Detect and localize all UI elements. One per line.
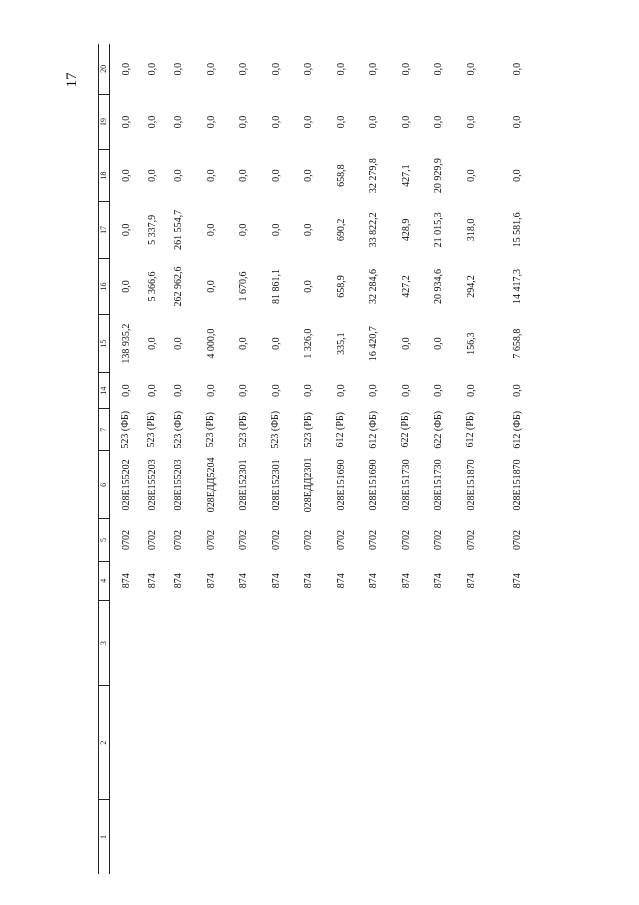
table-cell-col-6: 028Е152301 bbox=[238, 459, 250, 511]
table-row bbox=[358, 44, 391, 874]
table-cell-col-20: 0,0 bbox=[400, 62, 412, 76]
table-row bbox=[293, 44, 326, 874]
table-cell-col-18: 0,0 bbox=[465, 169, 477, 182]
table-cell-col-7: 523 (ФБ) bbox=[120, 410, 131, 449]
column-header-7: 7 bbox=[99, 409, 110, 451]
table-cell-col-19: 0,0 bbox=[368, 115, 380, 129]
table-cell-col-15: 7 658,8 bbox=[512, 328, 524, 359]
table-row bbox=[390, 44, 423, 874]
budget-table bbox=[98, 44, 548, 874]
table-cell-col-4: 874 bbox=[173, 573, 185, 589]
table-cell-col-19: 0,0 bbox=[400, 115, 412, 129]
table-cell-col-18: 0,0 bbox=[512, 169, 524, 182]
table-cell-col-1 bbox=[488, 799, 549, 874]
table-cell-col-15: 138 935,2 bbox=[120, 323, 132, 364]
table-cell-col-2 bbox=[455, 686, 488, 800]
table-cell-col-6: 028Е151690 bbox=[368, 459, 380, 511]
table-cell-col-16: 20 934,6 bbox=[433, 269, 445, 305]
table-cell-col-1 bbox=[455, 799, 488, 874]
table-cell-col-15: 0,0 bbox=[238, 337, 250, 350]
table-cell-col-2 bbox=[195, 686, 228, 800]
table-cell-col-4: 874 bbox=[205, 573, 217, 589]
table-cell-col-7: 622 (ФБ) bbox=[432, 410, 444, 449]
table-cell-col-19: 0,0 bbox=[238, 115, 250, 129]
table-cell-col-14: 0,0 bbox=[270, 384, 282, 397]
table-cell-col-1 bbox=[228, 799, 261, 874]
header-row bbox=[99, 44, 110, 874]
table-cell-col-2 bbox=[260, 686, 293, 800]
column-header-4: 4 bbox=[99, 561, 110, 600]
table-cell-col-17: 0,0 bbox=[303, 223, 315, 237]
table-cell-col-1 bbox=[260, 799, 293, 874]
table-cell-col-14: 0,0 bbox=[146, 384, 158, 397]
table-cell-col-6: 028Е151690 bbox=[335, 459, 347, 511]
table-cell-col-20: 0,0 bbox=[205, 62, 217, 76]
table-cell-col-16: 294,2 bbox=[465, 275, 477, 298]
table-cell-col-17: 15 581,6 bbox=[512, 212, 524, 248]
table-cell-col-20: 0,0 bbox=[270, 62, 282, 76]
table-cell-col-2 bbox=[293, 686, 326, 800]
table-cell-col-6: 028ЕДД5204 bbox=[205, 457, 217, 513]
column-header-16: 16 bbox=[99, 258, 110, 315]
table-cell-col-1 bbox=[195, 799, 228, 874]
table-row bbox=[142, 44, 163, 874]
table-cell-col-15: 16 420,7 bbox=[368, 326, 380, 362]
table-cell-col-18: 0,0 bbox=[120, 169, 132, 182]
table-cell-col-1 bbox=[358, 799, 391, 874]
table-cell-col-7: 612 (РБ) bbox=[335, 412, 347, 448]
page-number: 17 bbox=[64, 72, 80, 88]
table-cell-col-6: 028Е151870 bbox=[465, 459, 477, 511]
table-cell-col-5: 0702 bbox=[120, 530, 132, 550]
table-cell-col-5: 0702 bbox=[465, 530, 477, 550]
table-cell-col-6: 028Е152301 bbox=[270, 459, 282, 511]
table-cell-col-15: 0,0 bbox=[400, 337, 412, 350]
table-row bbox=[110, 44, 143, 874]
table-cell-col-14: 0,0 bbox=[400, 384, 412, 397]
column-header-6: 6 bbox=[99, 451, 110, 519]
table-cell-col-3 bbox=[390, 600, 423, 686]
table-cell-col-1 bbox=[110, 799, 143, 874]
table-row bbox=[228, 44, 261, 874]
table-cell-col-20: 0,0 bbox=[173, 62, 185, 76]
table-cell-col-2 bbox=[390, 686, 423, 800]
table-cell-col-7: 523 (РБ) bbox=[302, 412, 314, 448]
table-cell-col-6: 028Е151870 bbox=[512, 459, 524, 511]
table-cell-col-5: 0702 bbox=[146, 530, 158, 550]
table-cell-col-1 bbox=[142, 799, 163, 874]
table-cell-col-16: 0,0 bbox=[303, 280, 315, 293]
table-cell-col-20: 0,0 bbox=[465, 62, 477, 76]
table-cell-col-4: 874 bbox=[512, 573, 524, 589]
table-cell-col-1 bbox=[390, 799, 423, 874]
table-cell-col-17: 318,0 bbox=[465, 218, 477, 242]
table-cell-col-14: 0,0 bbox=[465, 384, 477, 397]
table-cell-col-18: 0,0 bbox=[146, 169, 158, 182]
table-cell-col-19: 0,0 bbox=[303, 115, 315, 129]
table-cell-col-3 bbox=[163, 600, 196, 686]
table-cell-col-17: 21 015,3 bbox=[433, 212, 445, 248]
table-cell-col-19: 0,0 bbox=[465, 115, 477, 129]
table-cell-col-14: 0,0 bbox=[433, 384, 445, 397]
table-cell-col-19: 0,0 bbox=[146, 115, 158, 129]
table-cell-col-20: 0,0 bbox=[238, 62, 250, 76]
table-cell-col-7: 612 (РБ) bbox=[465, 412, 477, 448]
table-cell-col-15: 0,0 bbox=[270, 337, 282, 350]
table-cell-col-18: 658,8 bbox=[335, 164, 347, 187]
table-cell-col-4: 874 bbox=[335, 573, 347, 589]
table-cell-col-20: 0,0 bbox=[120, 62, 132, 76]
table-cell-col-5: 0702 bbox=[335, 530, 347, 550]
table-row bbox=[195, 44, 228, 874]
table-cell-col-3 bbox=[325, 600, 358, 686]
table-cell-col-14: 0,0 bbox=[512, 384, 524, 397]
table-cell-col-6: 028Е151730 bbox=[400, 459, 412, 511]
table-cell-col-2 bbox=[228, 686, 261, 800]
table-cell-col-7: 622 (РБ) bbox=[400, 412, 412, 448]
table-cell-col-4: 874 bbox=[238, 573, 250, 589]
table-cell-col-4: 874 bbox=[400, 573, 412, 589]
table-cell-col-18: 32 279,8 bbox=[368, 158, 380, 194]
table-cell-col-7: 523 (РБ) bbox=[205, 412, 217, 448]
table-cell-col-5: 0702 bbox=[270, 530, 282, 550]
table-cell-col-16: 14 417,3 bbox=[512, 269, 524, 305]
table-cell-col-20: 0,0 bbox=[512, 62, 524, 76]
table-cell-col-17: 428,9 bbox=[400, 218, 412, 242]
table-row bbox=[163, 44, 196, 874]
table-cell-col-5: 0702 bbox=[368, 530, 380, 550]
table-cell-col-14: 0,0 bbox=[368, 384, 380, 397]
table-cell-col-7: 612 (ФБ) bbox=[511, 410, 523, 449]
table-cell-col-14: 0,0 bbox=[303, 384, 315, 397]
column-header-3: 3 bbox=[99, 600, 110, 686]
table-cell-col-3 bbox=[488, 600, 549, 686]
column-header-5: 5 bbox=[99, 519, 110, 561]
table-cell-col-17: 261 554,7 bbox=[173, 209, 185, 250]
table-cell-col-17: 0,0 bbox=[270, 223, 282, 237]
table-cell-col-6: 028ЕДД2301 bbox=[303, 457, 315, 513]
table-cell-col-7: 612 (ФБ) bbox=[367, 410, 379, 449]
table-cell-col-5: 0702 bbox=[303, 530, 315, 550]
table-cell-col-20: 0,0 bbox=[146, 62, 158, 76]
table-cell-col-17: 0,0 bbox=[205, 223, 217, 237]
table-cell-col-2 bbox=[110, 686, 143, 800]
table-cell-col-19: 0,0 bbox=[512, 115, 524, 129]
table-cell-col-1 bbox=[325, 799, 358, 874]
table-cell-col-20: 0,0 bbox=[433, 62, 445, 76]
table-cell-col-5: 0702 bbox=[400, 530, 412, 550]
table-cell-col-5: 0702 bbox=[433, 530, 445, 550]
table-cell-col-7: 523 (ФБ) bbox=[270, 410, 282, 449]
table-cell-col-5: 0702 bbox=[238, 530, 250, 550]
table-cell-col-15: 1 326,0 bbox=[303, 328, 315, 359]
table-row bbox=[260, 44, 293, 874]
table-cell-col-20: 0,0 bbox=[335, 62, 347, 76]
table-cell-col-14: 0,0 bbox=[335, 384, 347, 397]
column-header-14: 14 bbox=[99, 372, 110, 408]
table-cell-col-1 bbox=[293, 799, 326, 874]
table-cell-col-19: 0,0 bbox=[205, 115, 217, 129]
table-row bbox=[423, 44, 456, 874]
table-cell-col-5: 0702 bbox=[512, 530, 524, 550]
table-cell-col-6: 028Е151730 bbox=[433, 459, 445, 511]
column-header-1: 1 bbox=[99, 799, 110, 874]
table-cell-col-2 bbox=[142, 686, 163, 800]
table-cell-col-18: 0,0 bbox=[205, 169, 217, 182]
table-cell-col-3 bbox=[260, 600, 293, 686]
table-cell-col-18: 20 929,9 bbox=[433, 158, 445, 194]
table-cell-col-7: 523 (РБ) bbox=[237, 412, 249, 448]
table-cell-col-15: 0,0 bbox=[173, 337, 185, 350]
table-cell-col-20: 0,0 bbox=[368, 62, 380, 76]
column-header-18: 18 bbox=[99, 150, 110, 202]
table-cell-col-16: 0,0 bbox=[120, 280, 132, 293]
table-cell-col-15: 335,1 bbox=[335, 332, 347, 355]
table-cell-col-4: 874 bbox=[146, 573, 158, 589]
table-cell-col-15: 0,0 bbox=[146, 337, 158, 350]
table-cell-col-4: 874 bbox=[368, 573, 380, 589]
table-cell-col-18: 0,0 bbox=[270, 169, 282, 182]
table-cell-col-6: 028Е155202 bbox=[120, 459, 132, 511]
table-cell-col-16: 658,9 bbox=[335, 275, 347, 298]
table-cell-col-2 bbox=[163, 686, 196, 800]
table-cell-col-14: 0,0 bbox=[238, 384, 250, 397]
table-row bbox=[325, 44, 358, 874]
column-header-17: 17 bbox=[99, 201, 110, 258]
table-cell-col-16: 262 962,6 bbox=[173, 266, 185, 307]
table-cell-col-1 bbox=[163, 799, 196, 874]
table-cell-col-7: 523 (ФБ) bbox=[172, 410, 184, 449]
table-row bbox=[455, 44, 488, 874]
table-cell-col-14: 0,0 bbox=[173, 384, 185, 397]
table-cell-col-17: 690,2 bbox=[335, 218, 347, 242]
table-cell-col-2 bbox=[423, 686, 456, 800]
table-cell-col-19: 0,0 bbox=[433, 115, 445, 129]
table-cell-col-3 bbox=[358, 600, 391, 686]
table-cell-col-3 bbox=[293, 600, 326, 686]
table-cell-col-17: 33 822,2 bbox=[368, 212, 380, 248]
table-cell-col-17: 5 337,9 bbox=[146, 214, 158, 245]
table-cell-col-19: 0,0 bbox=[120, 115, 132, 129]
table-cell-col-16: 1 670,6 bbox=[238, 271, 250, 302]
table-row bbox=[488, 44, 549, 874]
table-cell-col-18: 0,0 bbox=[238, 169, 250, 182]
table-cell-col-18: 0,0 bbox=[173, 169, 185, 182]
table-cell-col-19: 0,0 bbox=[270, 115, 282, 129]
table-cell-col-4: 874 bbox=[120, 573, 132, 589]
table-cell-col-5: 0702 bbox=[173, 530, 185, 550]
table-cell-col-3 bbox=[110, 600, 143, 686]
table-cell-col-20: 0,0 bbox=[303, 62, 315, 76]
table-cell-col-2 bbox=[488, 686, 549, 800]
table-cell-col-3 bbox=[195, 600, 228, 686]
table-cell-col-18: 0,0 bbox=[303, 169, 315, 182]
column-header-15: 15 bbox=[99, 315, 110, 373]
table-cell-col-4: 874 bbox=[270, 573, 282, 589]
column-header-20: 20 bbox=[99, 44, 110, 94]
table-cell-col-2 bbox=[358, 686, 391, 800]
column-header-2: 2 bbox=[99, 686, 110, 800]
table-cell-col-16: 32 284,6 bbox=[368, 269, 380, 305]
table-cell-col-4: 874 bbox=[465, 573, 477, 589]
table-cell-col-14: 0,0 bbox=[205, 384, 217, 397]
table-cell-col-3 bbox=[228, 600, 261, 686]
table-cell-col-1 bbox=[423, 799, 456, 874]
table-cell-col-17: 0,0 bbox=[238, 223, 250, 237]
table-cell-col-17: 0,0 bbox=[120, 223, 132, 237]
table-cell-col-19: 0,0 bbox=[173, 115, 185, 129]
table-cell-col-16: 81 861,1 bbox=[270, 269, 282, 305]
table-cell-col-15: 4 000,0 bbox=[205, 328, 217, 359]
table-cell-col-19: 0,0 bbox=[335, 115, 347, 129]
table-cell-col-15: 156,3 bbox=[465, 332, 477, 355]
table-cell-col-7: 523 (РБ) bbox=[146, 412, 158, 448]
table-cell-col-4: 874 bbox=[433, 573, 445, 589]
table-cell-col-3 bbox=[423, 600, 456, 686]
table-cell-col-3 bbox=[455, 600, 488, 686]
table-cell-col-4: 874 bbox=[303, 573, 315, 589]
column-header-19: 19 bbox=[99, 94, 110, 150]
rotated-table-container bbox=[98, 44, 568, 874]
table-body bbox=[110, 44, 549, 874]
table-cell-col-16: 427,2 bbox=[400, 275, 412, 298]
table-cell-col-16: 5 366,6 bbox=[146, 271, 158, 302]
table-cell-col-6: 028Е155203 bbox=[146, 459, 158, 511]
table-cell-col-5: 0702 bbox=[205, 530, 217, 550]
table-cell-col-3 bbox=[142, 600, 163, 686]
table-cell-col-6: 028Е155203 bbox=[173, 459, 185, 511]
table-cell-col-15: 0,0 bbox=[433, 337, 445, 350]
table-cell-col-16: 0,0 bbox=[205, 280, 217, 293]
table-cell-col-18: 427,1 bbox=[400, 164, 412, 187]
table-cell-col-14: 0,0 bbox=[120, 384, 132, 397]
table-cell-col-2 bbox=[325, 686, 358, 800]
